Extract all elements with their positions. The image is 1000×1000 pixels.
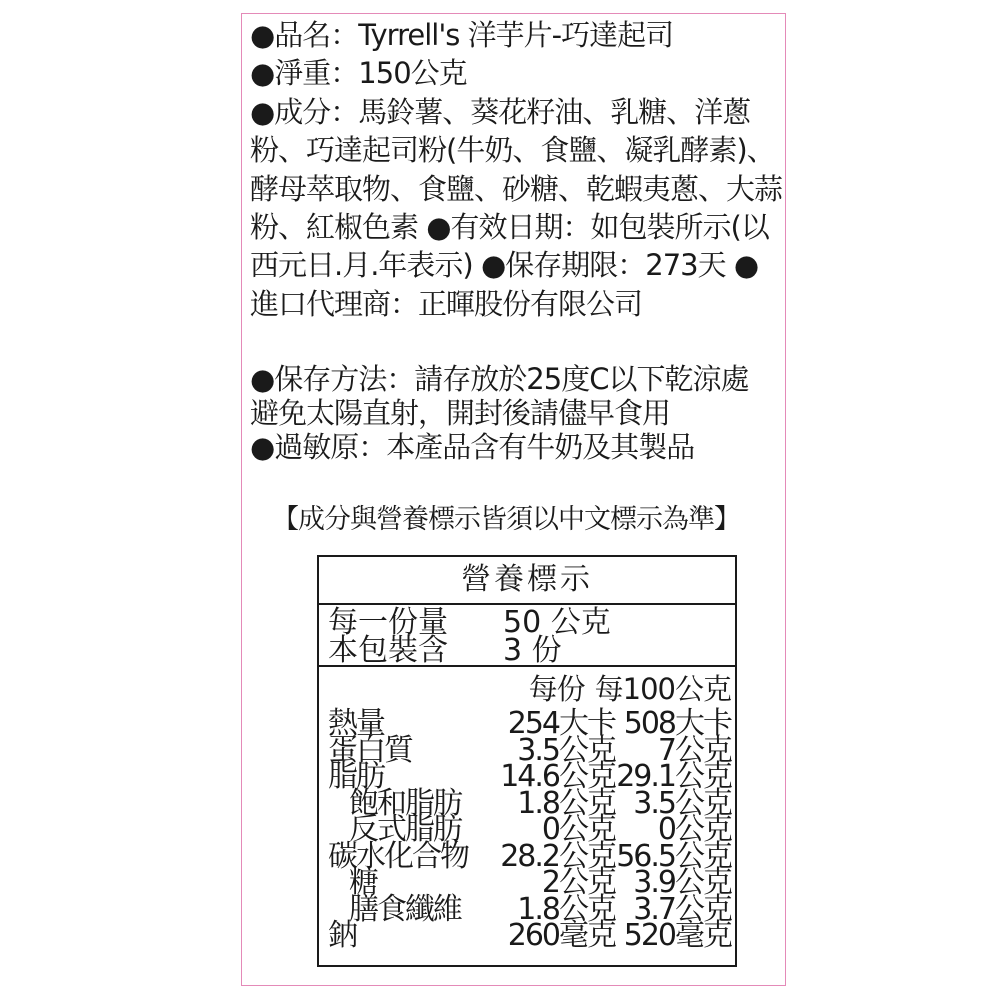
nutrition-rows: [319, 706, 735, 953]
per-serving-value: 1.8公克: [517, 785, 615, 821]
product-name-line: ●品名：Tyrrell's 洋芋片-巧達起司: [250, 18, 674, 52]
nutrient-name: 糖: [349, 865, 377, 900]
nutrient-name: 熱量: [328, 706, 384, 741]
nutrient-name: 反式脂肪: [349, 812, 461, 847]
nutrition-title: 營養標示: [319, 557, 735, 605]
per-100g-value: 7公克: [657, 732, 731, 768]
per-100g-value: 508大卡: [623, 706, 731, 741]
ingredients-line-4: 粉、紅椒色素 ●有效日期：如包裝所示(以: [250, 210, 769, 245]
per-serving-value: 0公克: [541, 812, 615, 847]
net-weight-line: ●淨重：150公克: [250, 56, 467, 91]
nutrient-name: 碳水化合物: [328, 838, 468, 874]
per-serving-value: 260毫克: [507, 918, 615, 953]
nutrient-name: 飽和脂肪: [349, 785, 461, 821]
per-100g-value: 56.5公克: [616, 838, 731, 874]
serving-info: [319, 605, 735, 667]
storage-section: [250, 362, 782, 464]
servings-row: [319, 633, 735, 668]
ingredients-line-2: 粉、巧達起司粉(牛奶、食鹽、凝乳酵素)、: [250, 133, 775, 168]
nutrition-table: [317, 555, 737, 967]
per-serving-value: 2公克: [541, 865, 615, 900]
storage-line-1: ●保存方法：請存放於25度C以下乾涼處: [250, 362, 749, 396]
ingredients-line-3: 酵母萃取物、食鹽、砂糖、乾蝦夷蔥、大蒜: [250, 171, 783, 206]
nutrition-column-headers: [319, 667, 735, 711]
serving-size-label: 每一份量: [328, 605, 448, 640]
per-100g-value: 3.7公克: [633, 891, 731, 927]
per-serving-value: 28.2公克: [500, 838, 615, 874]
nutrition-row: [319, 918, 735, 953]
nutrient-name: 蛋白質: [328, 732, 412, 768]
per-100g-value: 3.5公克: [633, 785, 731, 821]
per-100g-value: 3.9公克: [633, 865, 731, 900]
ingredients-line-1: ●成分：馬鈴薯、葵花籽油、乳糖、洋蔥: [250, 94, 751, 129]
per-serving-value: 254大卡: [507, 706, 615, 741]
product-info: [250, 16, 782, 323]
per-serving-value: 3.5公克: [517, 732, 615, 768]
per-serving-value: 14.6公克: [500, 759, 615, 794]
storage-line-2: 避免太陽直射，開封後請儘早食用: [250, 396, 671, 430]
per-serving-value: 1.8公克: [517, 891, 615, 927]
per-100g-value: 520毫克: [623, 918, 731, 953]
nutrient-name: 脂肪: [328, 759, 384, 794]
servings-value: 3 份: [503, 633, 562, 668]
importer-line: 進口代理商：正暉股份有限公司: [250, 286, 643, 321]
servings-label: 本包裝含: [328, 633, 448, 668]
language-notice: 【成分與營養標示皆須以中文標示為準】: [272, 504, 740, 535]
per-100g-value: 0公克: [657, 812, 731, 847]
nutrient-name: 鈉: [328, 918, 356, 953]
ingredients-line-5: 西元日.月.年表示) ●保存期限：273天 ●: [250, 248, 759, 283]
nutrient-name: 膳食纖維: [349, 891, 461, 927]
col-per-serving: 每份: [528, 672, 585, 706]
serving-size-value: 50 公克: [503, 605, 611, 640]
allergen-line: ●過敏原：本產品含有牛奶及其製品: [250, 430, 695, 464]
per-100g-value: 29.1公克: [616, 759, 731, 794]
col-per-100g: 每100公克: [594, 672, 731, 706]
